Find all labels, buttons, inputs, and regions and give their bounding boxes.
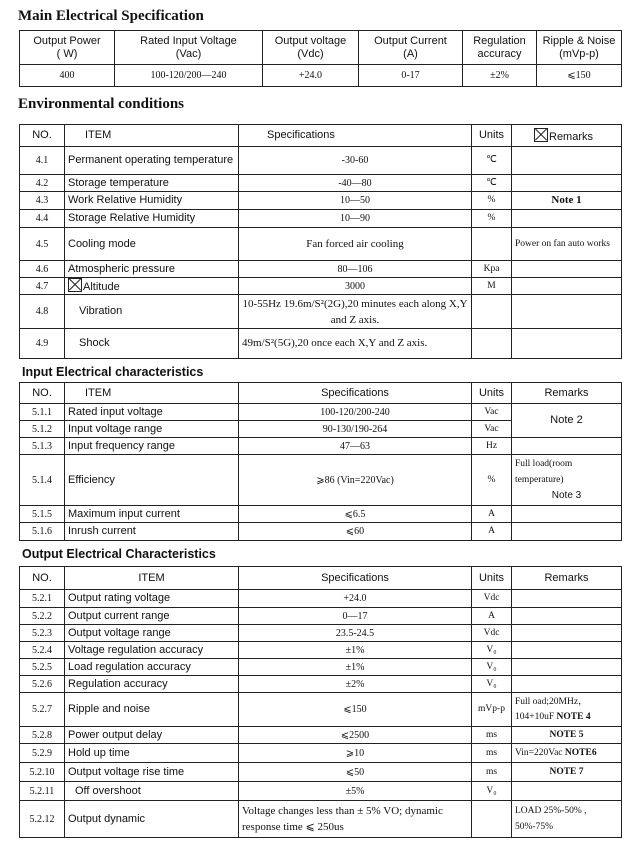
header-output-voltage: Output voltage (Vdc) xyxy=(263,31,359,65)
input-header-specifications: Specifications xyxy=(239,383,472,404)
row-no: 5.2.12 xyxy=(20,801,65,838)
row-no: 5.2.1 xyxy=(20,590,65,608)
row-item: Output voltage range xyxy=(65,625,239,642)
row-remark: LOAD 25%-50% , 50%-75% xyxy=(512,801,622,838)
row-spec: -40—80 xyxy=(239,175,472,192)
row-unit: V₀ xyxy=(472,642,512,659)
row-spec: ⩾10 xyxy=(239,744,472,763)
row-remark xyxy=(512,590,622,608)
row-remark xyxy=(512,523,622,541)
row-no: 5.2.4 xyxy=(20,642,65,659)
row-remark xyxy=(512,676,622,693)
row-no: 5.2.6 xyxy=(20,676,65,693)
note-3: Note 3 xyxy=(551,490,582,501)
row-spec: ±2% xyxy=(239,676,472,693)
note-1: Note 1 xyxy=(512,192,622,210)
row-item: Inrush current xyxy=(65,523,239,541)
row-no: 4.8 xyxy=(20,295,65,329)
row-item: Input voltage range xyxy=(65,421,239,438)
output-row-5-2-6 xyxy=(20,676,622,693)
row-remark xyxy=(512,438,622,455)
row-unit: A xyxy=(472,506,512,523)
row-unit: ms xyxy=(472,744,512,763)
row-unit: V₀ xyxy=(472,676,512,693)
input-row-5-1-5 xyxy=(20,506,622,523)
row-item: Output dynamic xyxy=(65,801,239,838)
input-table xyxy=(19,382,622,541)
efficiency-remark: Full load(room temperature) xyxy=(515,459,573,485)
output-header-item: ITEM xyxy=(65,567,239,590)
row-no: 4.2 xyxy=(20,175,65,192)
output-row-5-2-12 xyxy=(20,801,622,838)
env-row-4-4 xyxy=(20,210,622,228)
output-header-units: Units xyxy=(472,567,512,590)
env-header-remarks: Remarks xyxy=(549,130,594,143)
row-unit: % xyxy=(472,210,512,228)
row-item: Work Relative Humidity xyxy=(65,192,239,210)
row-spec: ⩾86 (Vin=220Vac) xyxy=(239,455,472,506)
row-spec: 10-55Hz 19.6m/S²(2G),20 minutes each along X,Y and Z axis. xyxy=(239,295,472,329)
row-remark xyxy=(512,175,622,192)
row-spec: 90-130/190-264 xyxy=(239,421,472,438)
row-no: 5.1.1 xyxy=(20,404,65,421)
row-remark xyxy=(512,261,622,278)
value-output-power: 400 xyxy=(20,65,115,87)
header-ripple-noise: Ripple & Noise (mVp-p) xyxy=(537,31,622,65)
input-title: Input Electrical characteristics xyxy=(22,365,204,379)
row-spec: 10—50 xyxy=(239,192,472,210)
row-unit xyxy=(472,295,512,329)
value-output-current: 0-17 xyxy=(359,65,463,87)
row-no: 4.7 xyxy=(20,278,65,295)
row-item: Altitude xyxy=(83,281,120,293)
note-6: NOTE6 xyxy=(564,747,597,758)
output-table xyxy=(19,566,622,838)
row-remark xyxy=(512,295,622,329)
row-remark xyxy=(512,210,622,228)
main-spec-header-row xyxy=(20,31,622,65)
row-spec: +24.0 xyxy=(239,590,472,608)
row-unit: mVp-p xyxy=(472,693,512,727)
row-spec: ⩽2500 xyxy=(239,727,472,744)
row-spec: ±5% xyxy=(239,782,472,801)
env-row-4-1 xyxy=(20,147,622,175)
row-unit xyxy=(472,329,512,359)
row-spec: 3000 xyxy=(239,278,472,295)
row-spec: ⩽6.5 xyxy=(239,506,472,523)
row-item: Voltage regulation accuracy xyxy=(65,642,239,659)
row-unit: A xyxy=(472,608,512,625)
row-item: Efficiency xyxy=(65,455,239,506)
checkbox-crossed-icon xyxy=(534,128,548,142)
row-item: Cooling mode xyxy=(65,228,239,261)
row-spec: 47—63 xyxy=(239,438,472,455)
value-rated-input-voltage: 100-120/200—240 xyxy=(115,65,263,87)
row-no: 4.4 xyxy=(20,210,65,228)
row-no: 4.5 xyxy=(20,228,65,261)
output-header-no: NO. xyxy=(20,567,65,590)
row-spec: 10—90 xyxy=(239,210,472,228)
row-spec: ⩽50 xyxy=(239,763,472,782)
row-unit: % xyxy=(472,192,512,210)
row-no: 5.2.7 xyxy=(20,693,65,727)
env-row-4-9 xyxy=(20,329,622,359)
row-spec: Fan forced air cooling xyxy=(239,228,472,261)
row-remark xyxy=(512,625,622,642)
output-row-5-2-3 xyxy=(20,625,622,642)
row-no: 5.1.4 xyxy=(20,455,65,506)
row-unit: V₀ xyxy=(472,782,512,801)
output-row-5-2-8 xyxy=(20,727,622,744)
row-remark: Full oad;20MHz，104+10uF xyxy=(515,696,588,722)
row-item: Shock xyxy=(65,329,239,359)
row-spec: ±1% xyxy=(239,642,472,659)
value-output-voltage: +24.0 xyxy=(263,65,359,87)
row-item: Storage temperature xyxy=(65,175,239,192)
env-header-units: Units xyxy=(472,125,512,147)
header-output-current: Output Current (A) xyxy=(359,31,463,65)
env-row-4-6 xyxy=(20,261,622,278)
row-item: Hold up time xyxy=(65,744,239,763)
row-no: 5.2.10 xyxy=(20,763,65,782)
row-spec: ⩽60 xyxy=(239,523,472,541)
row-unit: M xyxy=(472,278,512,295)
row-no: 4.1 xyxy=(20,147,65,175)
output-row-5-2-5 xyxy=(20,659,622,676)
row-unit: Hz xyxy=(472,438,512,455)
output-header-specifications: Specifications xyxy=(239,567,472,590)
note-7: NOTE 7 xyxy=(512,763,622,782)
row-unit: V₀ xyxy=(472,659,512,676)
row-unit: ms xyxy=(472,763,512,782)
row-spec: Voltage changes less than ± 5% VO; dynamic response time ⩽ 250us xyxy=(239,801,472,838)
row-no: 5.2.9 xyxy=(20,744,65,763)
env-header-no: NO. xyxy=(20,125,65,147)
row-spec: 23.5-24.5 xyxy=(239,625,472,642)
row-no: 4.6 xyxy=(20,261,65,278)
row-remark xyxy=(512,278,622,295)
row-item: Off overshoot xyxy=(65,782,239,801)
row-unit: A xyxy=(472,523,512,541)
input-header-no: NO. xyxy=(20,383,65,404)
env-header-row xyxy=(20,125,622,147)
row-spec: 80—106 xyxy=(239,261,472,278)
row-item: Storage Relative Humidity xyxy=(65,210,239,228)
row-remark xyxy=(512,147,622,175)
output-row-5-2-7 xyxy=(20,693,622,727)
input-header-row xyxy=(20,383,622,404)
row-remark xyxy=(512,608,622,625)
row-unit: Vdc xyxy=(472,625,512,642)
main-spec-table xyxy=(19,30,622,87)
input-row-5-1-1 xyxy=(20,404,622,421)
output-row-5-2-2 xyxy=(20,608,622,625)
row-spec: 0—17 xyxy=(239,608,472,625)
row-item: Ripple and noise xyxy=(65,693,239,727)
row-unit: ℃ xyxy=(472,147,512,175)
env-title: Environmental conditions xyxy=(18,96,185,112)
row-no: 5.1.2 xyxy=(20,421,65,438)
input-row-5-1-3 xyxy=(20,438,622,455)
row-item: Input frequency range xyxy=(65,438,239,455)
output-row-5-2-10 xyxy=(20,763,622,782)
header-output-power: Output Power ( W) xyxy=(20,31,115,65)
row-item: Load regulation accuracy xyxy=(65,659,239,676)
row-remark: Vin=220Vac xyxy=(515,747,563,758)
env-row-4-7 xyxy=(20,278,622,295)
row-item: Output voltage rise time xyxy=(65,763,239,782)
row-spec: ±1% xyxy=(239,659,472,676)
output-row-5-2-9 xyxy=(20,744,622,763)
output-title: Output Electrical Characteristics xyxy=(22,547,216,561)
row-unit: Vac xyxy=(472,404,512,421)
row-no: 4.3 xyxy=(20,192,65,210)
row-item: Atmospheric pressure xyxy=(65,261,239,278)
output-row-5-2-4 xyxy=(20,642,622,659)
row-item: Maximum input current xyxy=(65,506,239,523)
row-no: 5.2.3 xyxy=(20,625,65,642)
env-row-4-3 xyxy=(20,192,622,210)
row-remark xyxy=(512,506,622,523)
input-row-5-1-6 xyxy=(20,523,622,541)
row-remark xyxy=(512,642,622,659)
output-header-row xyxy=(20,567,622,590)
row-no: 5.1.6 xyxy=(20,523,65,541)
row-item: Regulation accuracy xyxy=(65,676,239,693)
row-unit: ms xyxy=(472,727,512,744)
row-item: Power output delay xyxy=(65,727,239,744)
env-table xyxy=(19,124,622,359)
row-spec: ⩽150 xyxy=(239,693,472,727)
row-item: Vibration xyxy=(65,295,239,329)
row-remark xyxy=(512,659,622,676)
row-no: 4.9 xyxy=(20,329,65,359)
input-header-units: Units xyxy=(472,383,512,404)
value-ripple-noise: ⩽150 xyxy=(537,65,622,87)
output-row-5-2-1 xyxy=(20,590,622,608)
input-row-5-1-4 xyxy=(20,455,622,506)
row-item: Output rating voltage xyxy=(65,590,239,608)
row-unit xyxy=(472,228,512,261)
env-header-specifications: Specifications xyxy=(239,125,472,147)
row-item: Permanent operating temperature xyxy=(65,147,239,175)
main-spec-value-row xyxy=(20,65,622,87)
row-no: 5.2.5 xyxy=(20,659,65,676)
row-no: 5.1.3 xyxy=(20,438,65,455)
value-regulation-accuracy: ±2% xyxy=(463,65,537,87)
env-row-4-5 xyxy=(20,228,622,261)
env-row-4-2 xyxy=(20,175,622,192)
row-remark xyxy=(512,329,622,359)
row-remark: Power on fan auto works xyxy=(512,228,622,261)
output-row-5-2-11 xyxy=(20,782,622,801)
row-unit: Vac xyxy=(472,421,512,438)
row-unit: Vdc xyxy=(472,590,512,608)
checkbox-crossed-icon xyxy=(68,278,82,292)
row-spec: -30-60 xyxy=(239,147,472,175)
note-4: NOTE 4 xyxy=(556,711,591,722)
row-no: 5.2.11 xyxy=(20,782,65,801)
row-unit: Kpa xyxy=(472,261,512,278)
header-rated-input-voltage: Rated Input Voltage (Vac) xyxy=(115,31,263,65)
row-unit xyxy=(472,801,512,838)
note-2: Note 2 xyxy=(512,404,622,438)
row-no: 5.2.2 xyxy=(20,608,65,625)
input-header-remarks: Remarks xyxy=(512,383,622,404)
env-row-4-8 xyxy=(20,295,622,329)
main-spec-title: Main Electrical Specification xyxy=(18,8,204,24)
row-spec: 49m/S²(5G),20 once each X,Y and Z axis. xyxy=(239,329,472,359)
row-remark xyxy=(512,782,622,801)
row-no: 5.1.5 xyxy=(20,506,65,523)
output-header-remarks: Remarks xyxy=(512,567,622,590)
row-no: 5.2.8 xyxy=(20,727,65,744)
header-regulation-accuracy: Regulation accuracy xyxy=(463,31,537,65)
input-header-item: ITEM xyxy=(65,383,239,404)
row-item: Rated input voltage xyxy=(65,404,239,421)
env-header-item: ITEM xyxy=(65,125,239,147)
row-spec: 100-120/200-240 xyxy=(239,404,472,421)
row-unit: ℃ xyxy=(472,175,512,192)
row-item: Output current range xyxy=(65,608,239,625)
note-5: NOTE 5 xyxy=(512,727,622,744)
row-unit: % xyxy=(472,455,512,506)
